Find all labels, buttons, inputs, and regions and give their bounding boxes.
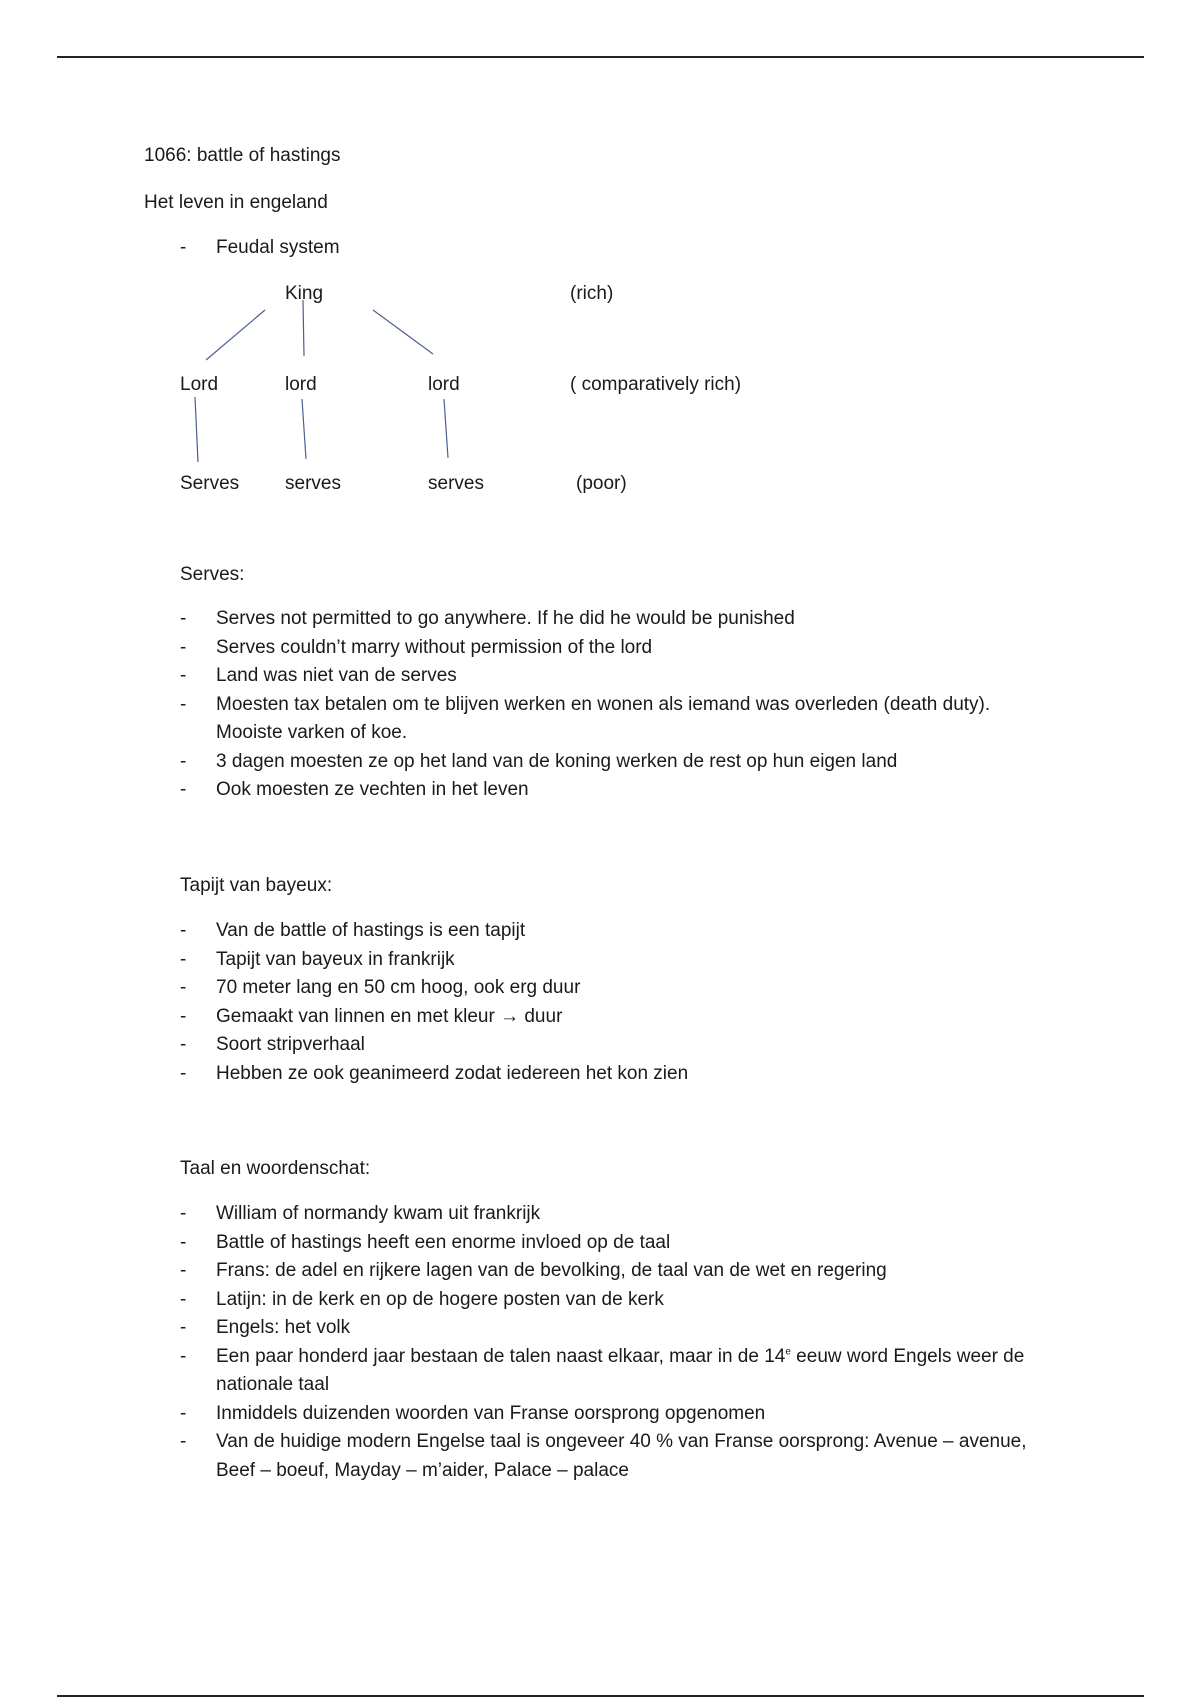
list-item: - Frans: de adel en rijkere lagen van de bevolking, de taal van de wet en regering	[180, 1260, 887, 1281]
line-lord2-serves2	[302, 399, 306, 459]
line-lord1-serves1	[195, 397, 198, 462]
list-item: - Land was niet van de serves	[180, 665, 457, 686]
section-title-taal: Taal en woordenschat:	[180, 1158, 371, 1179]
serves-list	[180, 605, 1080, 805]
tapijt-list	[180, 917, 1080, 1088]
list-item: - 3 dagen moesten ze op het land van de koning werken de rest op hun eigen land	[180, 750, 898, 772]
feudal-tree-lines	[0, 0, 1200, 520]
section-title-serves: Serves:	[180, 564, 245, 585]
tree-serves-1: Serves	[180, 473, 240, 494]
list-item: - 70 meter lang en 50 cm hoog, ook erg duur	[180, 977, 581, 998]
list-item: - William of normandy kwam uit frankrijk	[180, 1203, 541, 1224]
tree-serves-3: serves	[428, 473, 484, 494]
list-item: - Van de battle of hastings is een tapijt	[180, 920, 526, 941]
heading-leven: Het leven in engeland	[144, 192, 328, 213]
tree-lord-2: lord	[285, 374, 317, 395]
tree-level-poor: (poor)	[576, 473, 627, 494]
list-item: - Moesten tax betalen om te blijven werken en wonen als iemand was overleden (death duty). Mooiste varken of koe.	[180, 693, 991, 743]
line-king-lord2	[303, 300, 304, 356]
line-king-lord3	[373, 310, 433, 354]
ordinal-suffix: e	[785, 1346, 791, 1358]
list-item: - Inmiddels duizenden woorden van Franse oorsprong opgenomen	[180, 1402, 766, 1424]
tree-lord-3: lord	[428, 374, 460, 395]
list-item: - Engels: het volk	[180, 1317, 351, 1338]
line-lord3-serves3	[444, 399, 448, 458]
list-item: - Van de huidige modern Engelse taal is ongeveer 40 % van Franse oorsprong: Avenue – avenue, Beef – boeuf, Mayday – m’aider, Palace – palace	[180, 1431, 1027, 1481]
list-item: - Ook moesten ze vechten in het leven	[180, 779, 529, 800]
tree-level-comparatively-rich: ( comparatively rich)	[570, 374, 742, 395]
list-item: - Serves couldn’t marry without permission of the lord	[180, 636, 653, 658]
taal-list	[180, 1200, 1080, 1485]
feudal-bullet-dash: -	[180, 237, 187, 258]
heading-battle: 1066: battle of hastings	[144, 145, 341, 166]
tree-lord-1: Lord	[180, 374, 219, 395]
list-item: - Serves not permitted to go anywhere. If he did he would be punished	[180, 608, 795, 629]
list-item: - Latijn: in de kerk en op de hogere posten van de kerk	[180, 1288, 664, 1310]
list-item: - Battle of hastings heeft een enorme invloed op de taal	[180, 1231, 671, 1253]
line-king-lord1	[206, 310, 265, 360]
tree-level-rich: (rich)	[570, 283, 614, 304]
section-title-tapijt: Tapijt van bayeux:	[180, 875, 333, 896]
list-item: - Hebben ze ook geanimeerd zodat iedereen het kon zien	[180, 1062, 689, 1084]
feudal-system-title: Feudal system	[216, 237, 340, 258]
list-item: - Soort stripverhaal	[180, 1034, 365, 1055]
list-item: - Tapijt van bayeux in frankrijk	[180, 948, 455, 970]
tree-king: King	[285, 283, 324, 304]
list-item: - Een paar honderd jaar bestaan de talen naast elkaar, maar in de 14e eeuw word Engels weer de nationale taal	[180, 1345, 1025, 1395]
list-item: - Gemaakt van linnen en met kleur → duur	[180, 1005, 563, 1027]
bottom-rule	[57, 1695, 1144, 1697]
tree-serves-2: serves	[285, 473, 341, 494]
